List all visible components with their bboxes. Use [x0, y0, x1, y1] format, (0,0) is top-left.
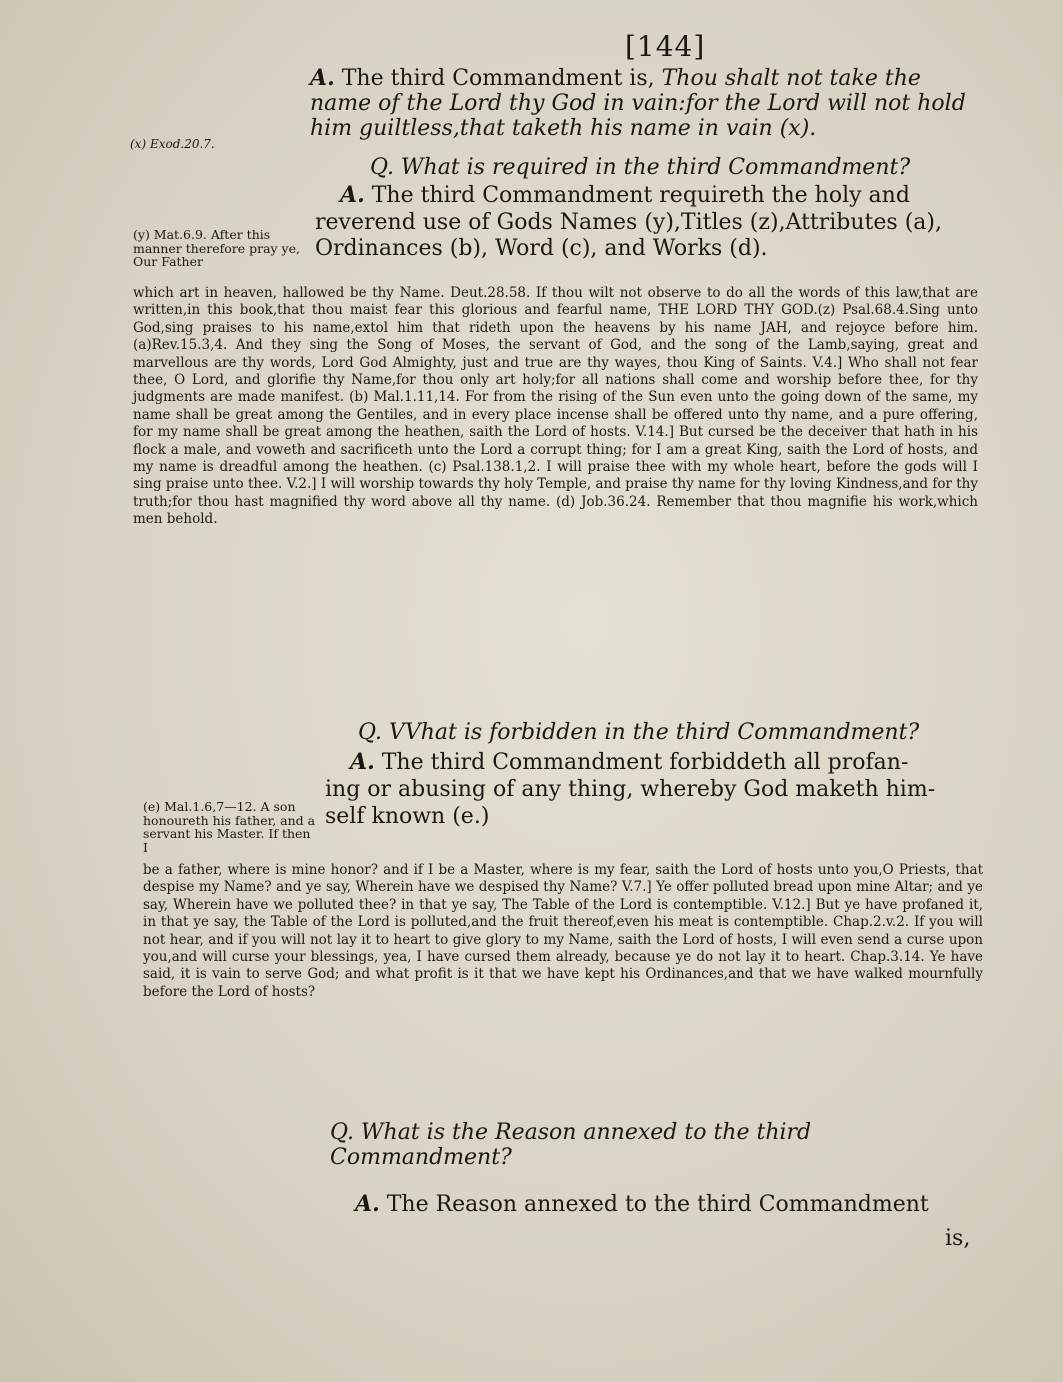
answer-line: The Reason annexed to the third Commandment	[386, 1192, 929, 1217]
answer-3-line-3: self known (e.)	[325, 804, 490, 829]
page-number: [144]	[625, 30, 706, 63]
answer-prefix: A.	[340, 182, 365, 208]
answer-text: The third Commandment is,	[341, 66, 655, 91]
answer-2-line-3: Ordinances (b), Word (c), and Works (d).	[315, 236, 768, 261]
answer-3	[350, 750, 980, 775]
answer-line: The third Commandment forbiddeth all profan-	[381, 750, 909, 775]
answer-prefix: A.	[310, 65, 335, 91]
answer-2	[340, 183, 970, 208]
answer-prefix: A.	[350, 749, 375, 775]
question-2: Q. What is required in the third Commandment?	[370, 155, 911, 180]
bleed-through-text	[150, 640, 990, 657]
scripture-proofs-2: be a father, where is mine honor? and if I be a Master, where is my fear, saith the Lord of hosts unto you,O Priests, that despise my Name? and ye say, Wherein have we despised thy Name? V.7.] Ye offer polluted bread upon mine Altar; and ye say, Wherein have we polluted thee? in that ye say, The Table of the Lord is contemptible. V.12.] But ye have profaned it, in that ye say, the Table of the Lord is polluted,and the fruit thereof,even his meat is contemptible. Chap.2.v.2. If you will not hear, and if you will not lay it to heart to give glory to my Name, saith the Lord of hosts, I will even send a curse upon you,and will curse your blessings, yea, I have cursed them already, because ye do not lay it to heart. Chap.3.14. Ye have said, it is vain to serve God; and what profit is it that we have kept his Ordinances,and that we have walked mournfully before the Lord of hosts?	[143, 862, 983, 1000]
margin-note-y: (y) Mat.6.9. After this manner therefore pray ye, Our Father	[133, 227, 300, 269]
question-3: Q. VVhat is forbidden in the third Commandment?	[358, 720, 920, 745]
margin-note-e: (e) Mal.1.6,7—12. A son honoureth his father, and a servant his Master. If then I	[143, 799, 316, 855]
answer-prefix: A.	[355, 1191, 380, 1217]
scripture-proofs-1: which art in heaven, hallowed be thy Name. Deut.28.58. If thou wilt not observe to do all the words of this law,that are written,in this book,that thou maist fear this glorious and fearful name, THE LORD THY GOD.(z) Psal.68.4.Sing unto God,sing praises to his name,extol him that rideth upon the heavens by his name JAH, and rejoyce before him. (a)Rev.15.3,4. And they sing the Song of Moses, the servant of God, and the song of the Lamb,saying, great and marvellous are thy words, Lord God Almighty, just and true are thy wayes, thou King of Saints. V.4.] Who shall not fear thee, O Lord, and glorifie thy Name,for thou only art holy;for all nations shall come and worship before thee, for thy judgments are made manifest. (b) Mal.1.11,14. For from the rising of the Sun even unto the going down of the same, my name shall be great among the Gentiles, and in every place incense shall be offered unto thy name, and a pure offering, for my name shall be great among the heathen, saith the Lord of hosts. V.14.] But cursed be the deceiver that hath in his flock a male, and voweth and sacrificeth unto the Lord a corrupt thing; for I am a great King, saith the Lord of hosts, and my name is dreadful among the heathen. (c) Psal.138.1,2. I will praise thee with my whole heart, before the gods will I sing praise unto thee. V.2.] I will worship towards thy holy Temple, and praise thy name for thy loving Kindness,and for thy truth;for thou hast magnified thy word above all thy name. (d) Job.36.24. Remember that thou magnifie his work,which men behold.	[133, 285, 978, 528]
margin-note-x: (x) Exod.20.7.	[130, 137, 215, 151]
answer-line: The third Commandment requireth the holy and	[371, 183, 910, 208]
answer-1	[310, 66, 970, 141]
commandment-quote: Thou shalt not take the name of the Lord thy God in vain:for the Lord will not hold him guiltless,that taketh his name in vain (x).	[310, 66, 966, 141]
catchword: is,	[945, 1226, 971, 1251]
question-4: Q. What is the Reason annexed to the third Commandment?	[330, 1120, 812, 1170]
answer-3-line-2: ing or abusing of any thing, whereby God maketh him-	[325, 777, 936, 802]
answer-4	[355, 1192, 985, 1217]
answer-2-line-2: reverend use of Gods Names (y),Titles (z),Attributes (a),	[315, 210, 942, 235]
